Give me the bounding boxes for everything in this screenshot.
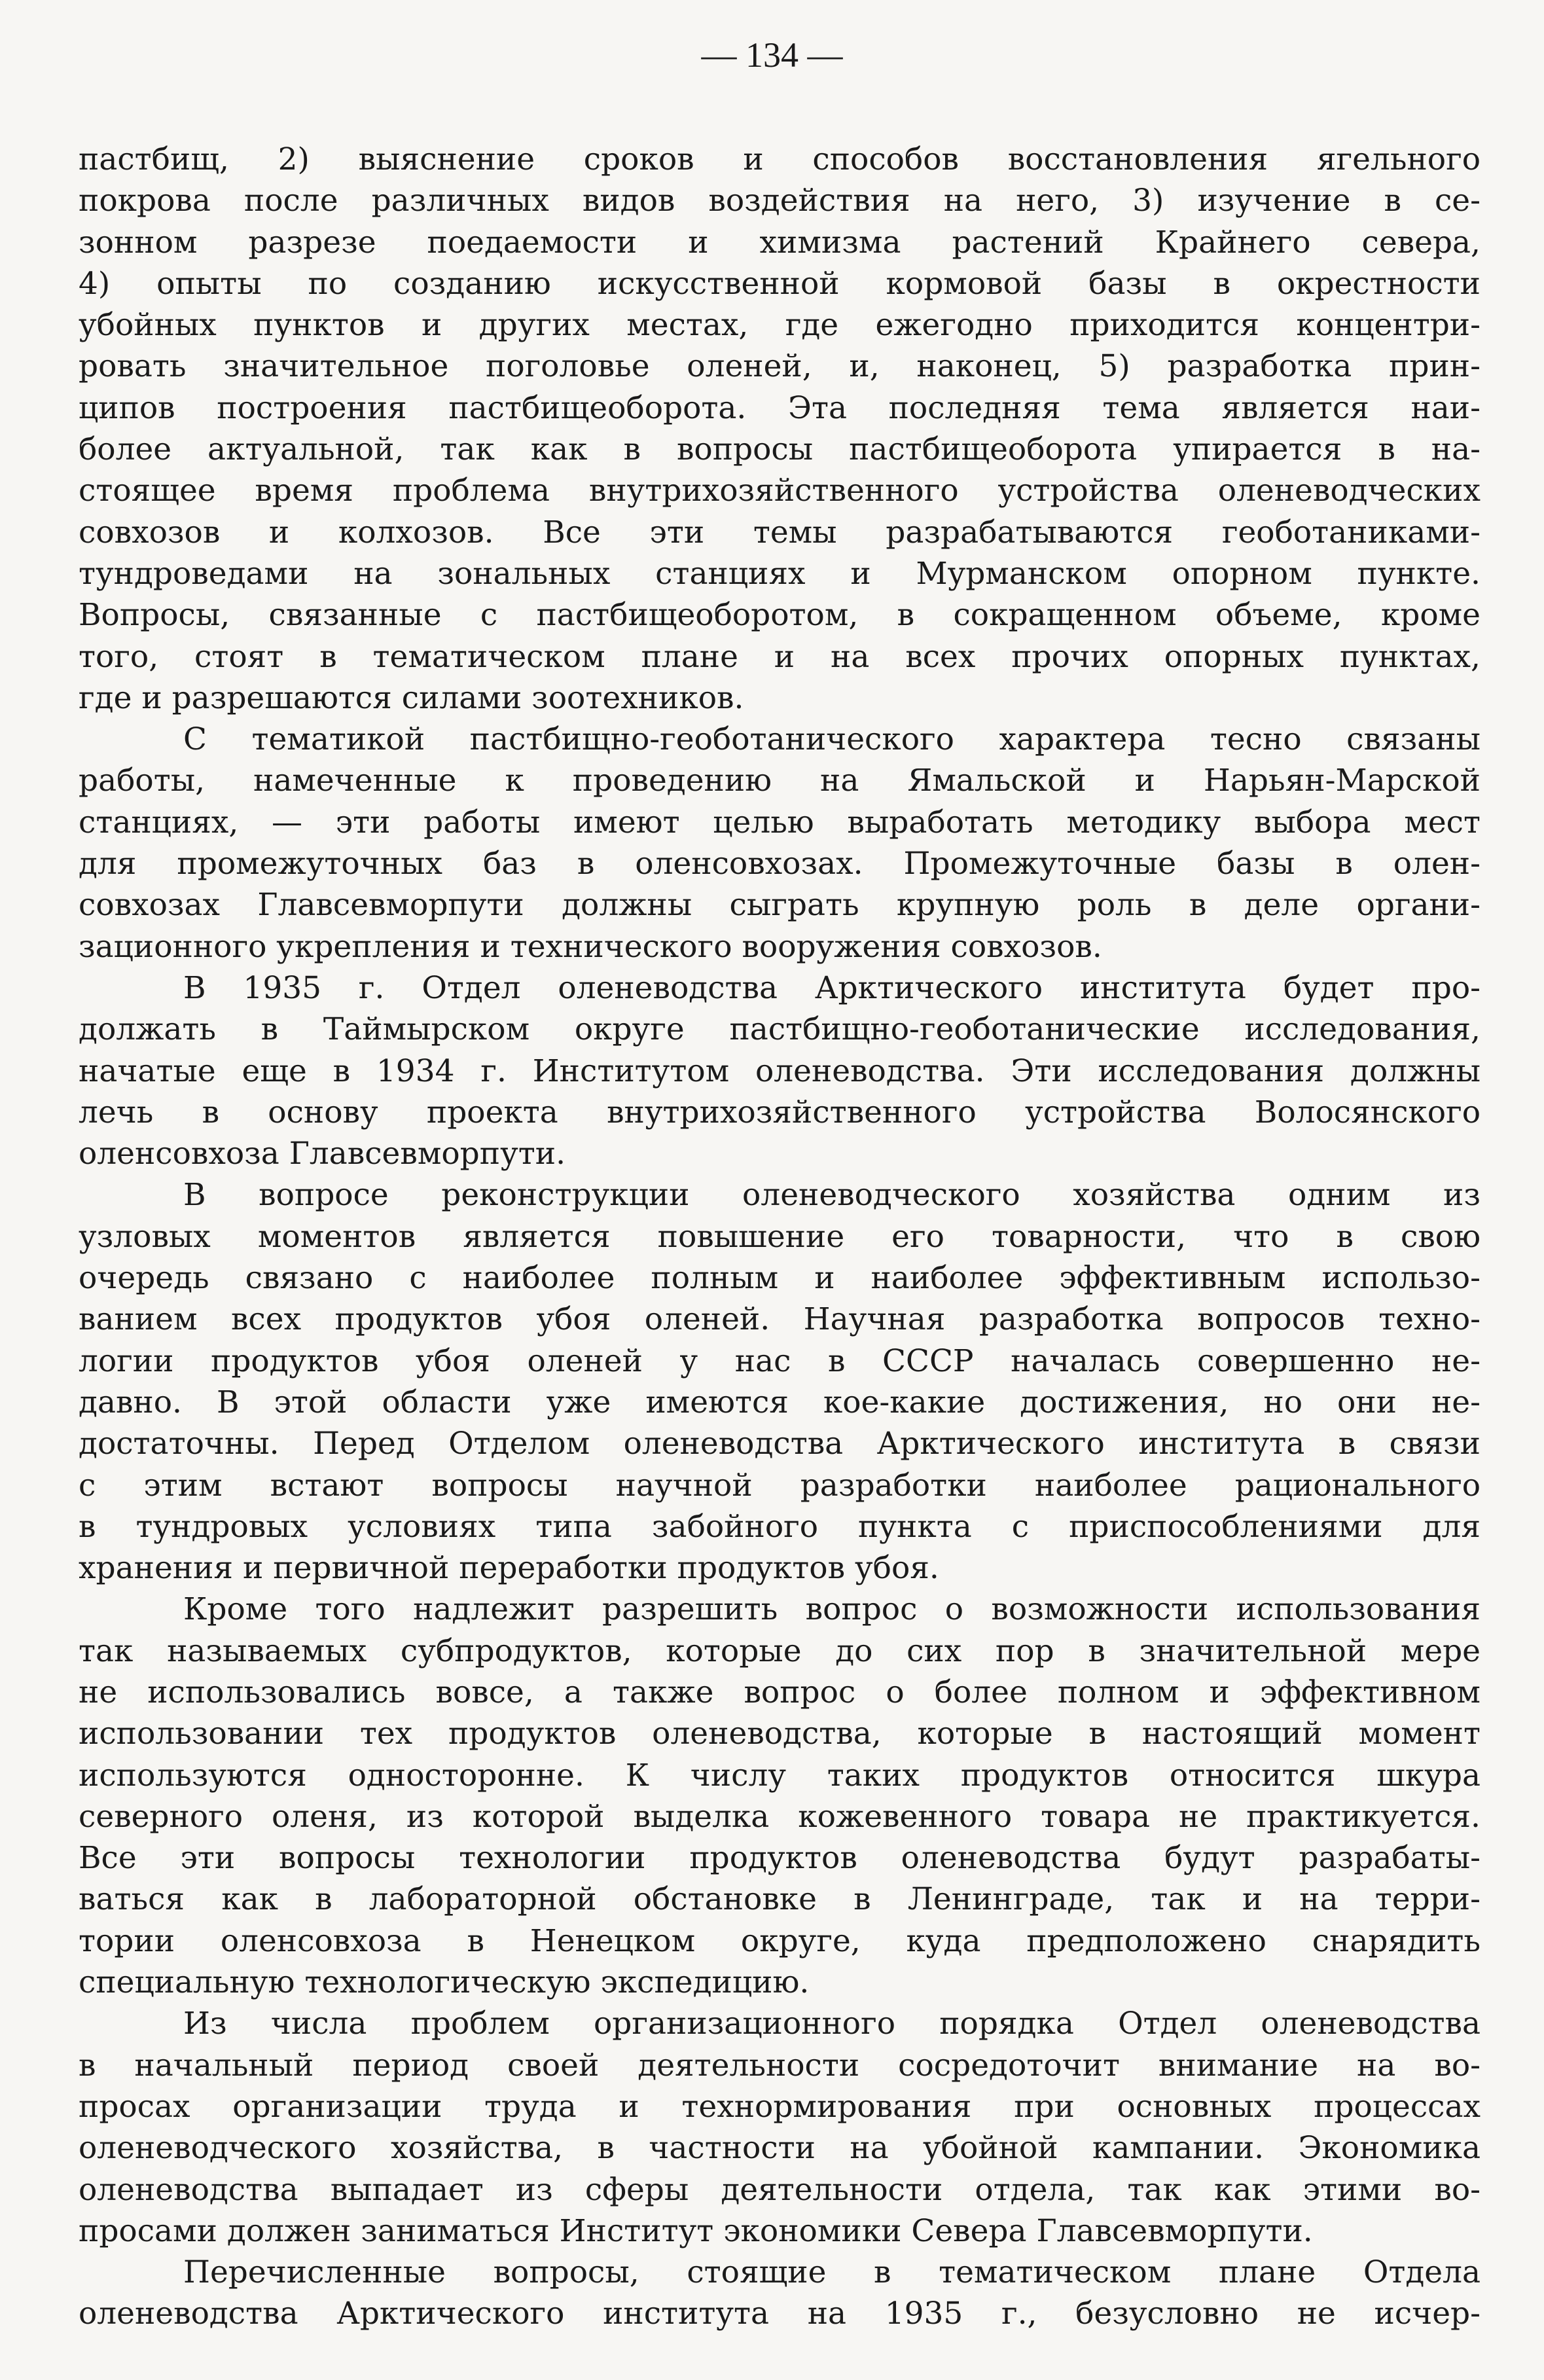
text-line: Из числа проблем организационного порядка Отдел оленеводства: [183, 2006, 1481, 2042]
body-text: [79, 139, 1481, 2335]
text-line: стоящее время проблема внутрихозяйственного устройства оленеводческих: [79, 473, 1481, 509]
text-line: совхозов и колхозов. Все эти темы разрабатываются геоботаниками-: [79, 514, 1481, 550]
text-line: просами должен заниматься Институт экономики Севера Главсевморпути.: [79, 2212, 1313, 2249]
text-line: используются односторонне. К числу таких продуктов относится шкура: [79, 1757, 1481, 1794]
text-line: Вопросы, связанные с пастбищеоборотом, в сокращенном объеме, кроме: [79, 597, 1481, 634]
paragraph: [79, 2252, 1481, 2335]
text-line: оленеводства Арктического института на 1935 г., безусловно не исчер-: [79, 2296, 1481, 2332]
text-line: узловых моментов является повышение его товарности, что в свою: [79, 1218, 1481, 1255]
text-line: В 1935 г. Отдел оленеводства Арктического института будет про-: [183, 969, 1481, 1006]
paragraph: [79, 1174, 1481, 1589]
paragraph: [79, 2003, 1481, 2252]
text-line: ванием всех продуктов убоя оленей. Научная разработка вопросов техно-: [79, 1301, 1481, 1338]
text-line: зонном разрезе поедаемости и химизма растений Крайнего севера,: [79, 224, 1481, 261]
text-line: северного оленя, из которой выделка кожевенного товара не практикуется.: [79, 1798, 1481, 1835]
text-line: оленсовхоза Главсевморпути.: [79, 1136, 566, 1172]
text-line: в тундровых условиях типа забойного пункта с приспособлениями для: [79, 1508, 1481, 1545]
text-line: Все эти вопросы технологии продуктов оленеводства будут разрабаты-: [79, 1840, 1481, 1877]
paragraph: [79, 967, 1481, 1174]
text-line: совхозах Главсевморпути должны сыграть крупную роль в деле органи-: [79, 887, 1481, 924]
text-line: с этим встают вопросы научной разработки наиболее рационального: [79, 1467, 1481, 1504]
text-line: в начальный период своей деятельности сосредоточит внимание на во-: [79, 2047, 1481, 2083]
paragraph: [79, 719, 1481, 967]
text-line: просах организации труда и технормирования при основных процессах: [79, 2088, 1481, 2125]
text-line: использовании тех продуктов оленеводства, которые в настоящий момент: [79, 1716, 1481, 1752]
text-line: лечь в основу проекта внутрихозяйственного устройства Волосянского: [79, 1094, 1481, 1130]
text-line: оленеводческого хозяйства, в частности на убойной кампании. Экономика: [79, 2130, 1481, 2167]
text-line: убойных пунктов и других местах, где ежегодно приходится концентри-: [79, 307, 1481, 344]
text-line: достаточны. Перед Отделом оленеводства Арктического института в связи: [79, 1426, 1481, 1462]
text-line: оленеводства выпадает из сферы деятельности отдела, так как этими во-: [79, 2171, 1481, 2208]
text-line: покрова после различных видов воздействия на него, 3) изучение в се-: [79, 183, 1481, 219]
text-line: для промежуточных баз в оленсовхозах. Промежуточные базы в олен-: [79, 846, 1481, 882]
text-line: 4) опыты по созданию искусственной кормовой базы в окрестности: [79, 265, 1481, 302]
text-line: давно. В этой области уже имеются кое-какие достижения, но они не-: [79, 1384, 1481, 1420]
text-line: специальную технологическую экспедицию.: [79, 1964, 810, 2001]
text-line: логии продуктов убоя оленей у нас в СССР началась совершенно не-: [79, 1343, 1481, 1379]
text-line: начатые еще в 1934 г. Институтом оленеводства. Эти исследования должны: [79, 1053, 1481, 1089]
text-line: должать в Таймырском округе пастбищно-геоботанические исследования,: [79, 1011, 1481, 1048]
text-line: Кроме того надлежит разрешить вопрос о возможности использования: [183, 1591, 1481, 1628]
page-number: — 134 —: [701, 35, 843, 75]
text-line: ровать значительное поголовье оленей, и, наконец, 5) разработка прин-: [79, 348, 1481, 385]
text-line: где и разрешаются силами зоотехников.: [79, 679, 744, 716]
text-line: работы, намеченные к проведению на Ямальской и Нарьян-Марской: [79, 763, 1481, 799]
text-line: зационного укрепления и технического вооружения совхозов.: [79, 928, 1102, 965]
paragraph: [79, 139, 1481, 719]
text-line: более актуальной, так как в вопросы пастбищеоборота упирается в на-: [79, 431, 1481, 468]
text-line: хранения и первичной переработки продуктов убоя.: [79, 1550, 939, 1587]
text-line: тундроведами на зональных станциях и Мурманском опорном пункте.: [79, 555, 1481, 592]
text-line: того, стоят в тематическом плане и на всех прочих опорных пунктах,: [79, 638, 1481, 675]
text-line: пастбищ, 2) выяснение сроков и способов восстановления ягельного: [79, 141, 1481, 177]
text-line: очередь связано с наиболее полным и наиболее эффективным использо-: [79, 1260, 1481, 1297]
paragraph: [79, 1589, 1481, 2003]
text-line: станциях, — эти работы имеют целью выработать методику выбора мест: [79, 804, 1481, 840]
text-line: ципов построения пастбищеоборота. Эта последняя тема является наи-: [79, 389, 1481, 426]
text-line: С тематикой пастбищно-геоботанического характера тесно связаны: [183, 721, 1481, 758]
text-line: не использовались вовсе, а также вопрос о более полном и эффективном: [79, 1674, 1481, 1710]
text-line: В вопросе реконструкции оленеводческого хозяйства одним из: [183, 1177, 1481, 1214]
text-line: тории оленсовхоза в Ненецком округе, куда предположено снарядить: [79, 1922, 1481, 1959]
text-line: ваться как в лабораторной обстановке в Ленинграде, так и на терри-: [79, 1881, 1481, 1918]
text-line: так называемых субпродуктов, которые до сих пор в значительной мере: [79, 1632, 1481, 1669]
text-line: Перечисленные вопросы, стоящие в тематическом плане Отдела: [183, 2254, 1481, 2291]
